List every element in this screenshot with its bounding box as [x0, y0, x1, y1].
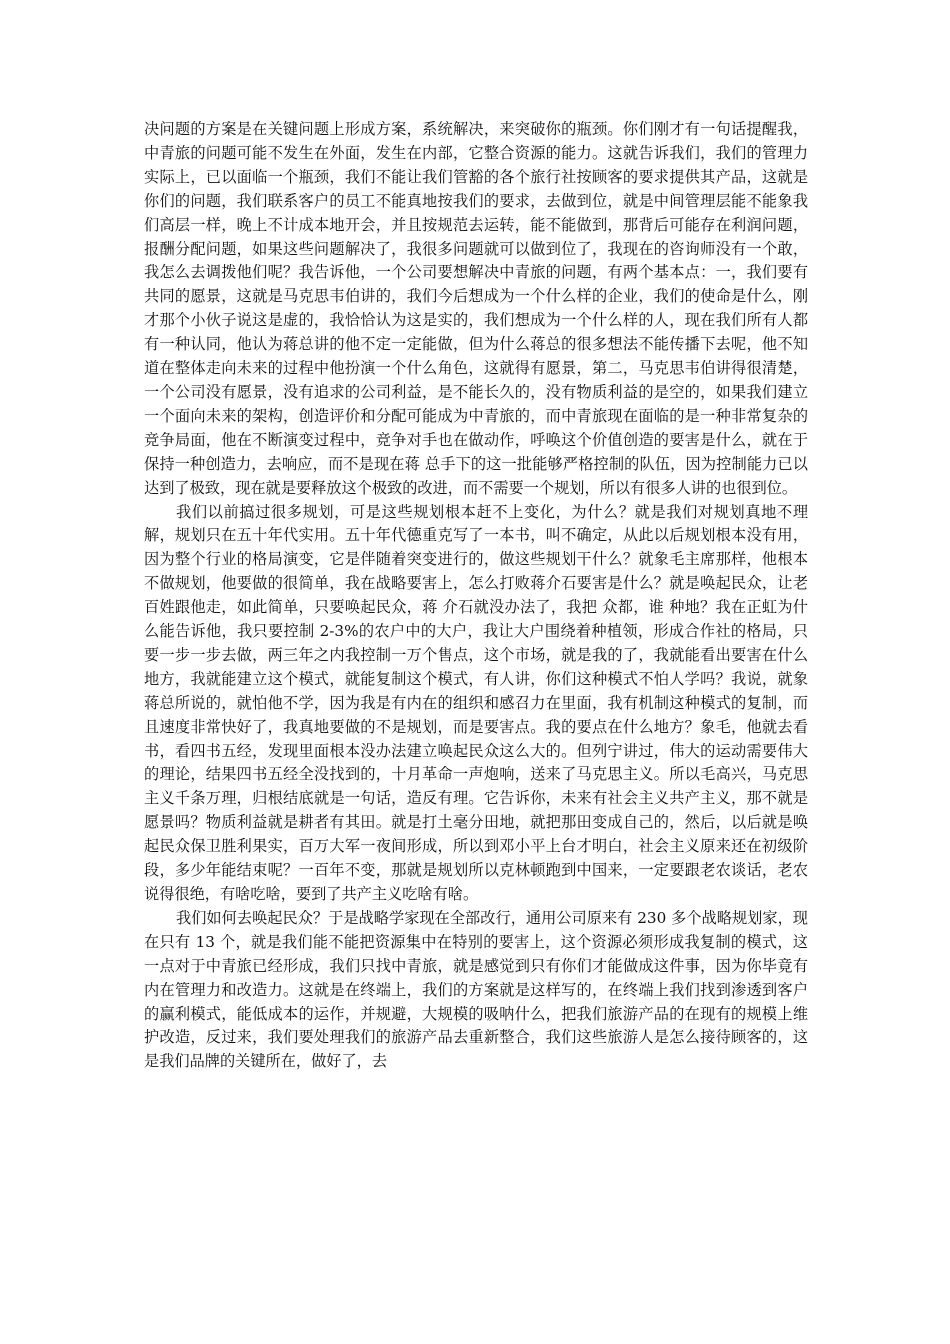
document-page: [144, 118, 808, 1074]
paragraph-2: 我们以前搞过很多规划，可是这些规划根本赶不上变化，为什么？就是我们对规划真地不理解，规划只在五十年代实用。五十年代德重克写了一本书，叫不确定，从此以后规划根本没有用，因为整个行业的格局演变，它是伴随着突变进行的，做这些规划干什么？就象毛主席那样，他根本不做规划，他要做的很简单，我在战略要害上，怎么打败蒋介石要害是什么？就是唤起民众，让老百姓跟他走，如此简单，只要唤起民众，蒋 介石就没办法了，我把 众都，谁 种地？我在正虹为什么能告诉他，我只要控制 2-3%的农户中的大户，我让大户围绕着种植领，形成合作社的格局，只要一步一步去做，两三年之内我控制一万个售点，这个市场，就是我的了，我就能看出要害在什么地方，我就能建立这个模式，就能复制这个模式，有人讲，你们这种模式不怕人学吗？我说，就象蒋总所说的，就怕他不学，因为我是有内在的组织和感召力在里面，我有机制这种模式的复制，而且速度非常快好了，我真地要做的不是规划，而是要害点。我的要点在什么地方？象毛，他就去看书，看四书五经，发现里面根本没办法建立唤起民众这么大的。但列宁讲过，伟大的运动需要伟大的理论，结果四书五经全没找到的，十月革命一声炮响，送来了马克思主义。所以毛高兴，马克思主义千条万理，归根结底就是一句话，造反有理。它告诉你，未来有社会主义共产主义，那不就是愿景吗？物质利益就是耕者有其田。就是打土毫分田地，就把那田变成自己的，然后，以后就是唤起民众保卫胜利果实，百万大军一夜间形成，所以到邓小平上台才明白，社会主义原来还在初级阶段，多少年能结束呢？一百年不变，那就是规划所以克林顿跑到中国来，一定要跟老农谈话，老农说得很绝，有啥吃啥，要到了共产主义吃啥有啥。: [144, 502, 808, 903]
paragraph-1: 决问题的方案是在关键问题上形成方案，系统解决，来突破你的瓶颈。你们刚才有一句话提醒我，中青旅的问题可能不发生在外面，发生在内部，它整合资源的能力。这就告诉我们，我们的管理力实际上，已以面临一个瓶颈，我们不能让我们管豁的各个旅行社按顾客的要求提供其产品，这就是你们的问题，我们联系客户的员工不能真地按我们的要求，去做到位，就是中间管理层能不能象我们高层一样，晚上不计成本地开会，并且按规范去运转，能不能做到，那背后可能存在利润问题，报酬分配问题，如果这些问题解决了，我很多问题就可以做到位了，我现在的咨询师没有一个敢，我怎么去调拨他们呢？我告诉他，一个公司要想解决中青旅的问题，有两个基本点：一，我们要有共同的愿景，这就是马克思韦伯讲的，我们今后想成为一个什么样的企业，我们的使命是什么，刚才那个小伙子说这是虚的，我恰恰认为这是实的，我们想成为一个什么样的人，现在我们所有人都有一种认同，他认为蒋总讲的他不定一定能做，但为什么蒋总的很多想法不能传播下去呢，他不知道在整体走向未来的过程中他扮演一个什么角色，这就得有愿景，第二，马克思韦伯讲得很清楚，一个公司没有愿景，没有追求的公司利益，是不能长久的，没有物质利益的是空的，如果我们建立一个面向未来的架构，创造评价和分配可能成为中青旅的，而中青旅现在面临的是一种非常复杂的竞争局面，他在不断演变过程中，竞争对手也在做动作，呼唤这个价值创造的要害是什么，就在于保持一种创造力，去响应，而不是现在蒋 总手下的这一批能够严格控制的队伍，因为控制能力已以达到了极致，现在就是要释放这个极致的改进，而不需要一个规划，所以有很多人讲的也很到位。: [144, 120, 808, 497]
paragraph-3: 我们如何去唤起民众？于是战略学家现在全部改行，通用公司原来有 230 多个战略规划家，现在只有 13 个，就是我们能不能把资源集中在特别的要害上，这个资源必须形成我复制的模式，这一点对于中青旅已经形成，我们只找中青旅，就是感觉到只有你们才能做成这件事，因为你毕竟有内在管理力和改造力。这就是在终端上，我们的方案就是这样写的，在终端上我们找到渗透到客户的赢利模式，能低成本的运作，并规避，大规模的吸呐什么，把我们旅游产品的在现有的规模上维护改造，反过来，我们要处理我们的旅游产品去重新整合，我们这些旅游人是怎么接待顾客的，这是我们品牌的关键所在，做好了，去: [144, 908, 808, 1071]
